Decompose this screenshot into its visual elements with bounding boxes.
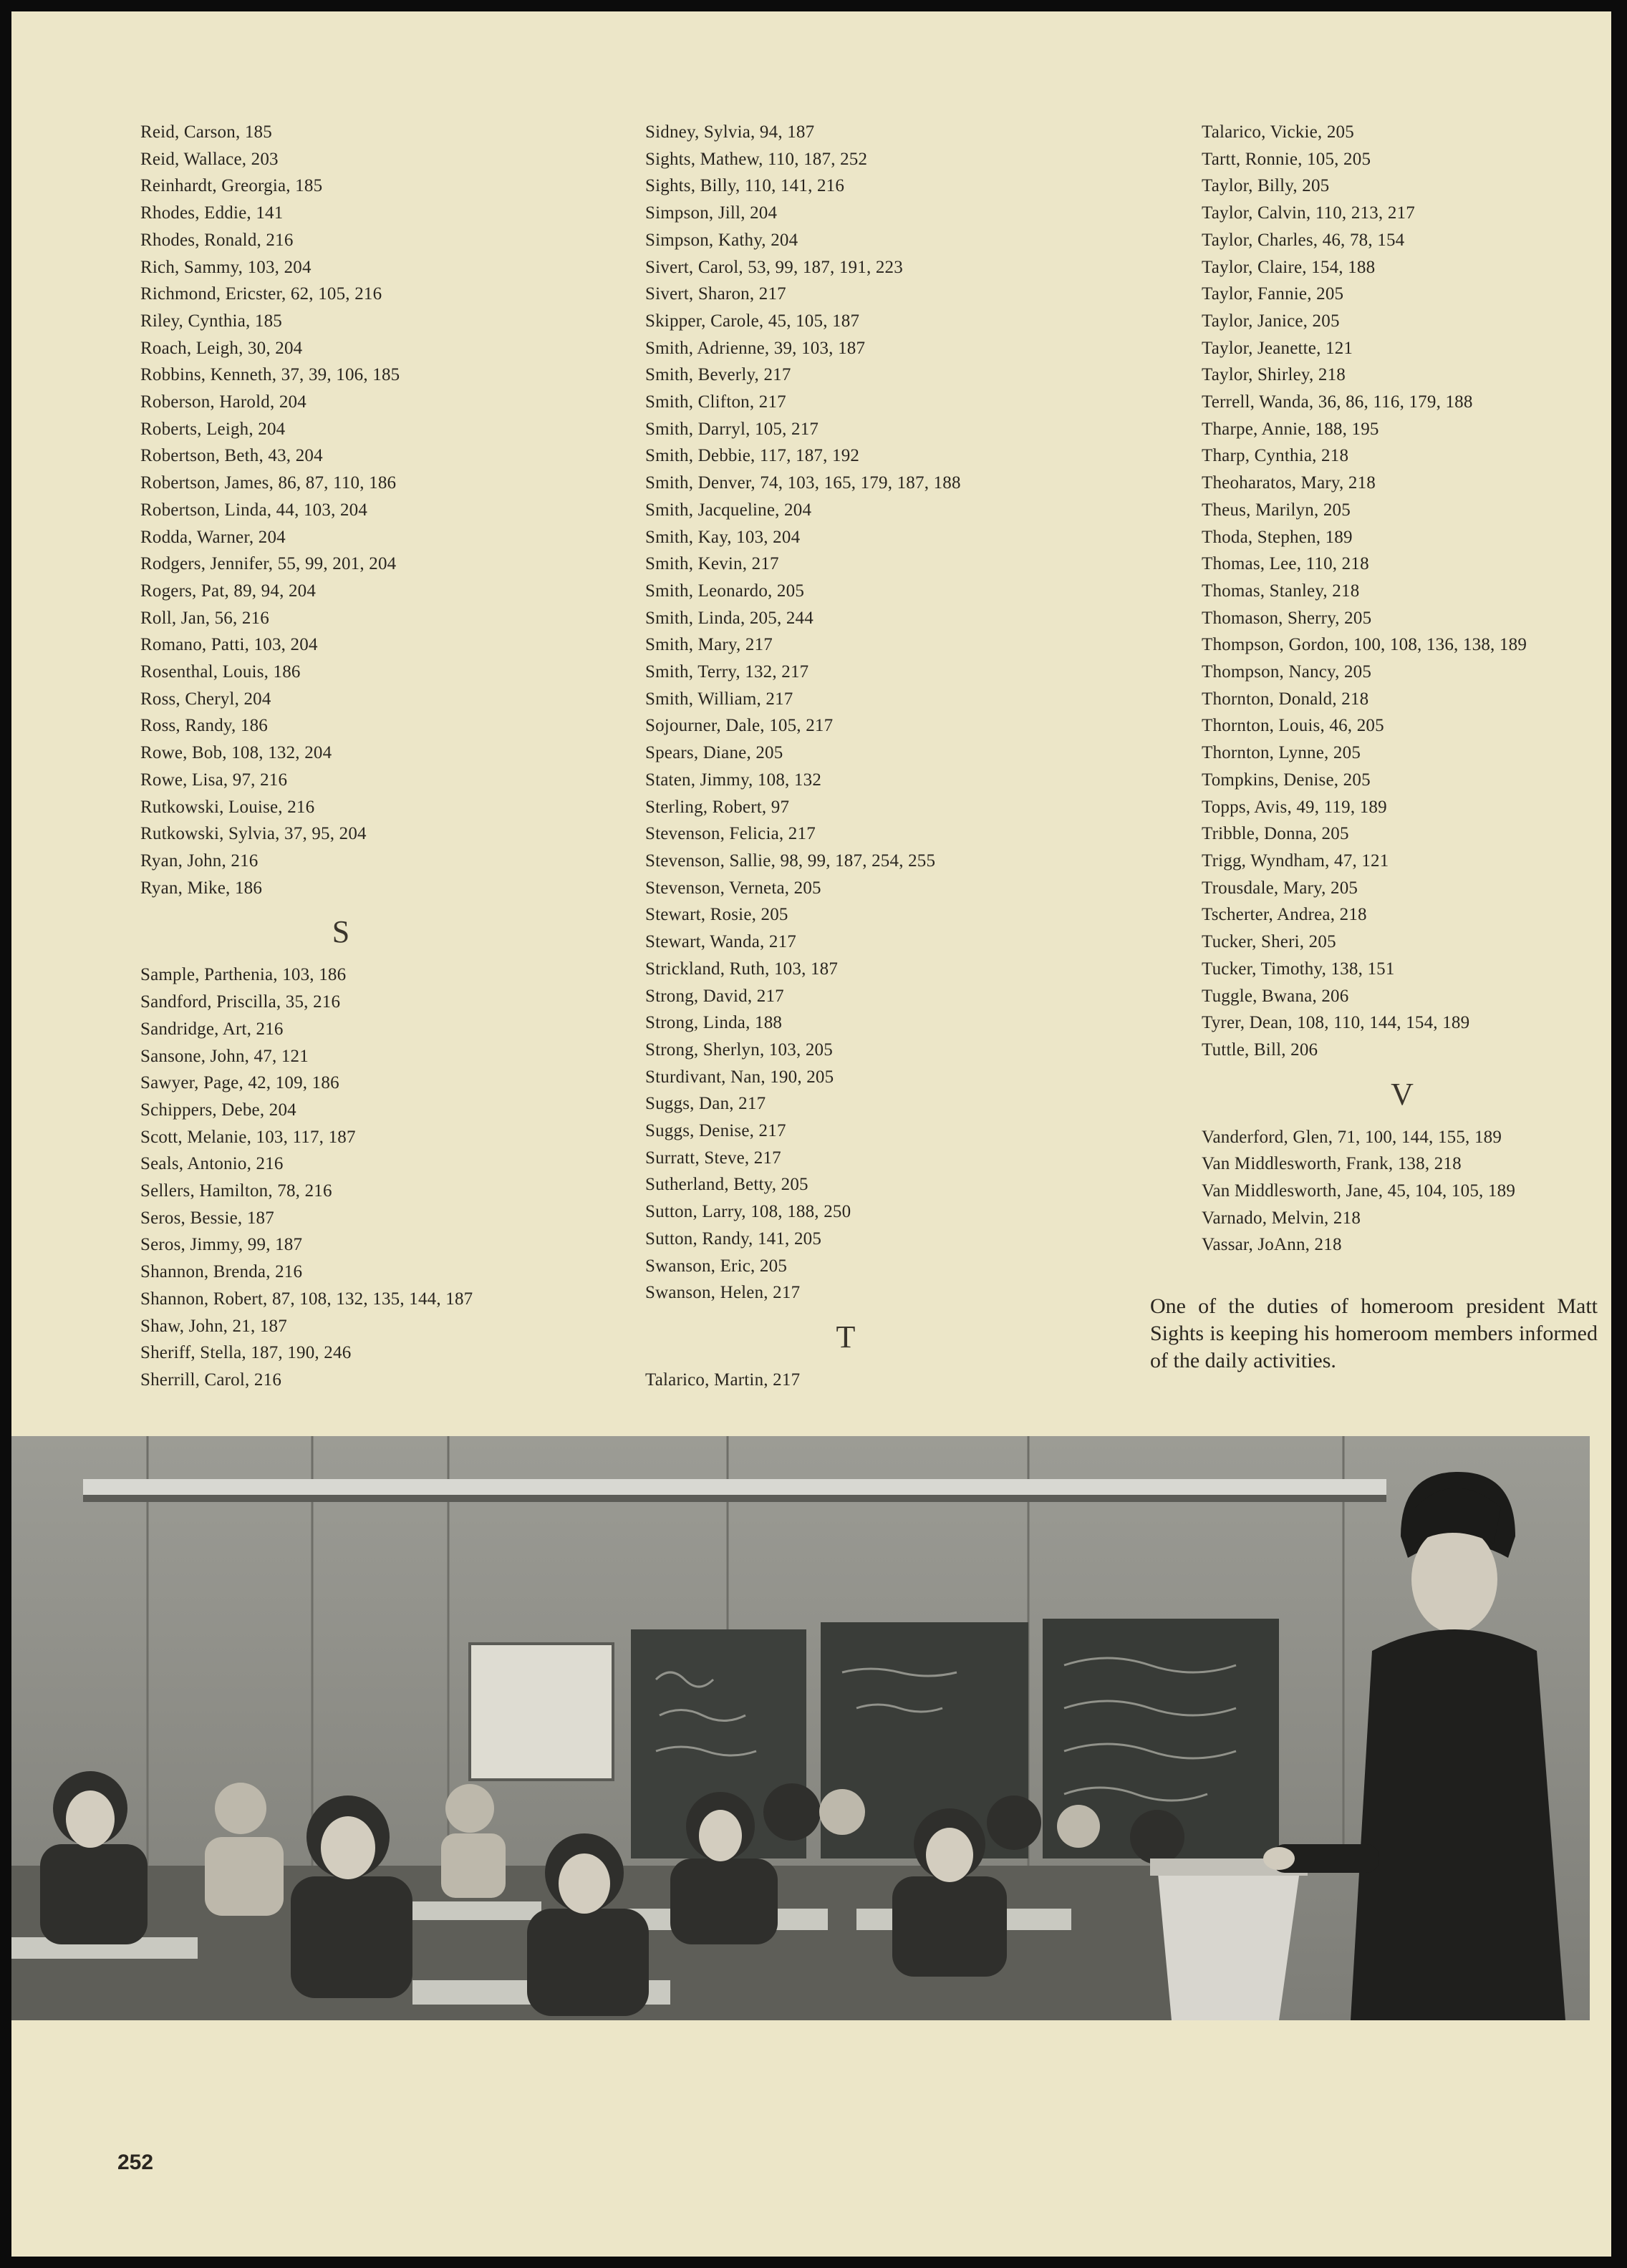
index-entry: Reid, Carson, 185 (140, 122, 272, 142)
classroom-photo-illustration (11, 1436, 1590, 2020)
index-entry: Vassar, JoAnn, 218 (1202, 1235, 1342, 1255)
index-entry: Sterling, Robert, 97 (645, 797, 790, 817)
index-entry: Sample, Parthenia, 103, 186 (140, 965, 347, 985)
ceiling-light (83, 1479, 1386, 1495)
index-entry: Talarico, Martin, 217 (645, 1370, 801, 1390)
index-entry: Surratt, Steve, 217 (645, 1148, 781, 1168)
index-entry: Smith, Kay, 103, 204 (645, 527, 801, 547)
index-entry: Roberson, Harold, 204 (140, 392, 306, 412)
index-entry: Tyrer, Dean, 108, 110, 144, 154, 189 (1202, 1013, 1470, 1033)
index-entry: Rowe, Bob, 108, 132, 204 (140, 743, 332, 763)
index-entry: Taylor, Claire, 154, 188 (1202, 257, 1376, 277)
index-entry: Tuttle, Bill, 206 (1202, 1040, 1318, 1060)
index-entry: Romano, Patti, 103, 204 (140, 635, 318, 655)
index-list-v (1202, 1124, 1603, 1259)
index-entry: Smith, William, 217 (645, 689, 793, 709)
index-entry: Thompson, Gordon, 100, 108, 136, 138, 189 (1202, 635, 1527, 655)
index-entry: Shannon, Brenda, 216 (140, 1262, 303, 1282)
index-entry: Robertson, Beth, 43, 204 (140, 446, 323, 466)
index-entry: Tharp, Cynthia, 218 (1202, 446, 1349, 466)
index-entry: Smith, Mary, 217 (645, 635, 773, 655)
index-entry: Terrell, Wanda, 36, 86, 116, 179, 188 (1202, 392, 1473, 412)
index-entry: Stevenson, Sallie, 98, 99, 187, 254, 255 (645, 850, 936, 871)
index-entry: Rosenthal, Louis, 186 (140, 662, 301, 682)
index-entry: Ryan, John, 216 (140, 850, 259, 871)
index-entry: Trigg, Wyndham, 47, 121 (1202, 850, 1389, 871)
index-entry: Van Middlesworth, Jane, 45, 104, 105, 189 (1202, 1181, 1516, 1201)
index-entry: Sutton, Larry, 108, 188, 250 (645, 1202, 851, 1222)
index-entry: Sojourner, Dale, 105, 217 (645, 716, 834, 736)
index-entry: Sherrill, Carol, 216 (140, 1370, 282, 1390)
index-entry: Strong, Linda, 188 (645, 1013, 783, 1033)
index-entry: Reid, Wallace, 203 (140, 149, 279, 169)
photo-caption: One of the duties of homeroom president Matt Sights is keeping his homeroom members informed of the daily activities. (1150, 1294, 1598, 1372)
index-entry: Reinhardt, Greorgia, 185 (140, 176, 323, 196)
index-entry: Tribble, Donna, 205 (1202, 824, 1349, 844)
index-entry: Rhodes, Ronald, 216 (140, 230, 294, 250)
index-entry: Ross, Cheryl, 204 (140, 689, 271, 709)
index-entry: Thornton, Louis, 46, 205 (1202, 716, 1384, 736)
index-entry: Schippers, Debe, 204 (140, 1100, 296, 1120)
index-entry: Spears, Diane, 205 (645, 743, 783, 763)
index-entry: Strong, David, 217 (645, 986, 784, 1006)
index-entry: Smith, Darryl, 105, 217 (645, 419, 819, 439)
index-entry: Tscherter, Andrea, 218 (1202, 905, 1367, 925)
index-entry: Simpson, Jill, 204 (645, 203, 778, 223)
index-entry: Stewart, Rosie, 205 (645, 905, 788, 925)
index-entry: Sandford, Priscilla, 35, 216 (140, 992, 341, 1012)
index-entry: Ross, Randy, 186 (140, 716, 268, 736)
index-entry: Strickland, Ruth, 103, 187 (645, 959, 839, 979)
index-entry: Sheriff, Stella, 187, 190, 246 (140, 1343, 352, 1363)
index-entry: Theoharatos, Mary, 218 (1202, 473, 1376, 493)
index-entry: Seros, Bessie, 187 (140, 1208, 274, 1228)
index-entry: Talarico, Vickie, 205 (1202, 122, 1354, 142)
index-entry: Varnado, Melvin, 218 (1202, 1208, 1361, 1228)
page-number: 252 (117, 2151, 154, 2174)
index-entry: Swanson, Eric, 205 (645, 1256, 788, 1276)
index-entry: Ryan, Mike, 186 (140, 878, 263, 898)
index-entry: Tucker, Timothy, 138, 151 (1202, 959, 1395, 979)
index-entry: Sutton, Randy, 141, 205 (645, 1228, 822, 1249)
index-entry: Roach, Leigh, 30, 204 (140, 338, 303, 358)
index-entry: Vanderford, Glen, 71, 100, 144, 155, 189 (1202, 1127, 1502, 1147)
index-entry: Swanson, Helen, 217 (645, 1283, 801, 1303)
index-entry: Robertson, Linda, 44, 103, 204 (140, 500, 368, 520)
index-entry: Seals, Antonio, 216 (140, 1154, 284, 1174)
index-entry: Rutkowski, Louise, 216 (140, 797, 315, 817)
index-entry: Rich, Sammy, 103, 204 (140, 257, 312, 277)
index-column-1 (140, 119, 541, 1394)
index-entry: Sights, Mathew, 110, 187, 252 (645, 149, 868, 169)
index-entry: Simpson, Kathy, 204 (645, 230, 798, 250)
lectern (1157, 1866, 1300, 2020)
index-entry: Robertson, James, 86, 87, 110, 186 (140, 473, 397, 493)
index-entry: Robbins, Kenneth, 37, 39, 106, 185 (140, 365, 400, 385)
index-entry: Stevenson, Felicia, 217 (645, 824, 816, 844)
index-entry: Smith, Debbie, 117, 187, 192 (645, 446, 860, 466)
index-list-t (645, 1367, 1046, 1394)
index-entry: Thornton, Lynne, 205 (1202, 743, 1361, 763)
index-entry: Tartt, Ronnie, 105, 205 (1202, 149, 1371, 169)
index-entry: Smith, Leonardo, 205 (645, 581, 805, 601)
index-entry: Taylor, Calvin, 110, 213, 217 (1202, 203, 1415, 223)
index-entry: Rodgers, Jennifer, 55, 99, 201, 204 (140, 554, 397, 574)
index-entry: Taylor, Charles, 46, 78, 154 (1202, 230, 1405, 250)
index-entry: Roberts, Leigh, 204 (140, 419, 286, 439)
index-entry: Tharpe, Annie, 188, 195 (1202, 419, 1379, 439)
yearbook-page (11, 11, 1611, 2257)
index-entry: Smith, Jacqueline, 204 (645, 500, 812, 520)
index-entry: Smith, Clifton, 217 (645, 392, 786, 412)
index-entry: Strong, Sherlyn, 103, 205 (645, 1040, 833, 1060)
index-entry: Tuggle, Bwana, 206 (1202, 986, 1349, 1006)
index-entry: Rutkowski, Sylvia, 37, 95, 204 (140, 824, 367, 844)
index-entry: Thompson, Nancy, 205 (1202, 662, 1372, 682)
index-entry: Sights, Billy, 110, 141, 216 (645, 176, 845, 196)
index-entry: Sivert, Carol, 53, 99, 187, 191, 223 (645, 257, 903, 277)
index-entry: Sawyer, Page, 42, 109, 186 (140, 1073, 339, 1093)
index-entry: Thomas, Lee, 110, 218 (1202, 554, 1369, 574)
index-entry: Thomas, Stanley, 218 (1202, 581, 1360, 601)
index-entry: Staten, Jimmy, 108, 132 (645, 770, 822, 790)
index-entry: Smith, Linda, 205, 244 (645, 608, 814, 628)
index-list-r (140, 119, 541, 901)
index-entry: Thornton, Donald, 218 (1202, 689, 1369, 709)
index-entry: Roll, Jan, 56, 216 (140, 608, 269, 628)
index-entry: Smith, Kevin, 217 (645, 554, 779, 574)
index-entry: Scott, Melanie, 103, 117, 187 (140, 1127, 356, 1147)
index-entry: Shaw, John, 21, 187 (140, 1316, 287, 1336)
index-entry: Riley, Cynthia, 185 (140, 311, 283, 331)
index-entry: Taylor, Billy, 205 (1202, 176, 1330, 196)
index-column-2 (645, 119, 1046, 1394)
index-entry: Sivert, Sharon, 217 (645, 284, 786, 304)
index-entry: Rowe, Lisa, 97, 216 (140, 770, 288, 790)
index-list-t-continued (1202, 119, 1603, 1064)
index-entry: Thoda, Stephen, 189 (1202, 527, 1353, 547)
index-entry: Taylor, Shirley, 218 (1202, 365, 1346, 385)
index-entry: Sellers, Hamilton, 78, 216 (140, 1181, 332, 1201)
index-entry: Sansone, John, 47, 121 (140, 1046, 309, 1066)
index-entry: Topps, Avis, 49, 119, 189 (1202, 797, 1387, 817)
index-entry: Smith, Denver, 74, 103, 165, 179, 187, 188 (645, 473, 961, 493)
bulletin-board (470, 1644, 613, 1780)
index-list-s (140, 961, 541, 1393)
index-entry: Suggs, Dan, 217 (645, 1094, 766, 1114)
index-column-3 (1202, 119, 1603, 1259)
index-entry: Thomason, Sherry, 205 (1202, 608, 1372, 628)
index-entry: Sidney, Sylvia, 94, 187 (645, 122, 815, 142)
index-entry: Sandridge, Art, 216 (140, 1019, 284, 1039)
index-entry: Rogers, Pat, 89, 94, 204 (140, 581, 317, 601)
index-entry: Smith, Beverly, 217 (645, 365, 791, 385)
index-entry: Tompkins, Denise, 205 (1202, 770, 1371, 790)
index-entry: Stewart, Wanda, 217 (645, 932, 797, 952)
index-entry: Van Middlesworth, Frank, 138, 218 (1202, 1154, 1462, 1174)
index-entry: Seros, Jimmy, 99, 187 (140, 1235, 303, 1255)
index-entry: Suggs, Denise, 217 (645, 1121, 786, 1141)
index-entry: Shannon, Robert, 87, 108, 132, 135, 144, 187 (140, 1289, 473, 1309)
index-entry: Smith, Adrienne, 39, 103, 187 (645, 338, 866, 358)
index-entry: Taylor, Janice, 205 (1202, 311, 1340, 331)
index-entry: Trousdale, Mary, 205 (1202, 878, 1358, 898)
index-entry: Rhodes, Eddie, 141 (140, 203, 284, 223)
index-entry: Skipper, Carole, 45, 105, 187 (645, 311, 860, 331)
index-list-s-continued (645, 119, 1046, 1307)
index-entry: Tucker, Sheri, 205 (1202, 932, 1336, 952)
index-entry: Sturdivant, Nan, 190, 205 (645, 1067, 834, 1087)
index-entry: Stevenson, Verneta, 205 (645, 878, 821, 898)
index-entry: Theus, Marilyn, 205 (1202, 500, 1351, 520)
index-entry: Richmond, Ericster, 62, 105, 216 (140, 284, 382, 304)
section-heading-s: S (332, 914, 350, 950)
index-entry: Taylor, Jeanette, 121 (1202, 338, 1353, 358)
index-entry: Smith, Terry, 132, 217 (645, 662, 809, 682)
index-entry: Taylor, Fannie, 205 (1202, 284, 1344, 304)
index-entry: Rodda, Warner, 204 (140, 527, 286, 547)
section-heading-t: T (836, 1319, 856, 1354)
classroom-photo (11, 1436, 1590, 2020)
index-entry: Sutherland, Betty, 205 (645, 1175, 808, 1195)
section-heading-v: V (1391, 1076, 1414, 1112)
